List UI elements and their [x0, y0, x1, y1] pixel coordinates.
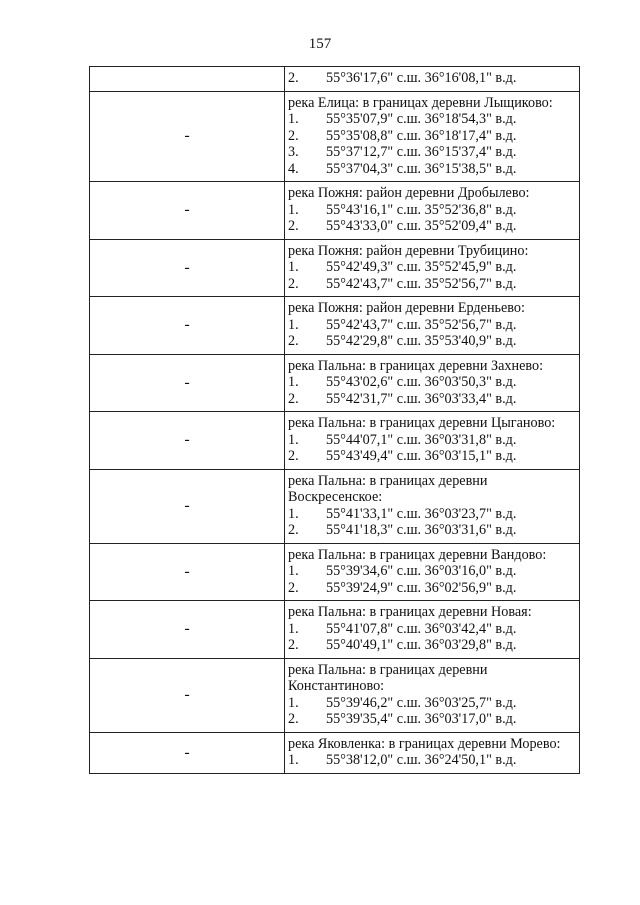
coordinate-item: [285, 563, 579, 580]
coordinate-item: [285, 711, 579, 728]
coordinate-number: 2.: [288, 448, 299, 464]
coordinate-value: 55°43'16,1" с.ш. 35°52'36,8" в.д.: [326, 201, 517, 218]
row-marker: -: [90, 601, 285, 659]
table-row: [90, 182, 580, 240]
row-description: [285, 182, 580, 240]
coordinate-value: 55°43'02,6" с.ш. 36°03'50,3" в.д.: [326, 374, 517, 390]
coordinate-value: 55°39'35,4" с.ш. 36°03'17,0" в.д.: [326, 711, 517, 727]
coordinate-number: 4.: [288, 160, 299, 177]
row-description: [285, 354, 580, 412]
coordinate-value: 55°41'33,1" с.ш. 36°03'23,7" в.д.: [326, 505, 517, 522]
row-description: [285, 67, 580, 92]
coordinate-number: 2.: [288, 70, 299, 86]
coordinate-item: [285, 374, 579, 391]
coordinate-item: [285, 637, 579, 654]
table-body: [90, 67, 580, 774]
coordinate-value: 55°39'34,6" с.ш. 36°03'16,0" в.д.: [326, 563, 517, 579]
coordinate-number: 1.: [288, 563, 299, 579]
river-heading: река Пальна: в границах деревни: [288, 661, 488, 678]
coordinate-value: 55°37'04,3" с.ш. 36°15'38,5" в.д.: [326, 160, 517, 177]
row-marker: -: [90, 543, 285, 601]
coordinate-value: 55°41'18,3" с.ш. 36°03'31,6" в.д.: [326, 522, 517, 538]
table-row: [90, 67, 580, 92]
row-marker: [90, 67, 285, 92]
coordinate-value: 55°42'49,3" с.ш. 35°52'45,9" в.д.: [326, 259, 517, 275]
coordinate-number: 1.: [288, 505, 299, 522]
table-row: [90, 469, 580, 543]
row-marker: -: [90, 182, 285, 240]
coordinate-value: 55°39'24,9" с.ш. 36°02'56,9" в.д.: [326, 579, 517, 596]
coordinate-value: 55°42'43,7" с.ш. 35°52'56,7" в.д.: [326, 275, 517, 292]
coordinate-number: 3.: [288, 144, 299, 160]
coordinate-item: [285, 391, 579, 408]
coordinate-item: [285, 317, 579, 334]
coordinate-item: [285, 752, 579, 769]
coordinate-item: [285, 448, 579, 465]
coordinate-value: 55°42'29,8" с.ш. 35°53'40,9" в.д.: [326, 333, 517, 349]
coordinate-item: [285, 259, 579, 276]
row-marker: -: [90, 91, 285, 182]
river-heading: река Пальна: в границах деревни Цыганово:: [288, 415, 556, 431]
coordinate-item: [285, 202, 579, 219]
coordinate-value: 55°35'08,8" с.ш. 36°18'17,4" в.д.: [326, 127, 517, 144]
coordinate-item: [285, 70, 579, 87]
table-row: [90, 601, 580, 659]
coordinate-number: 2.: [288, 218, 299, 234]
coordinate-value: 55°35'07,9" с.ш. 36°18'54,3" в.д.: [326, 111, 517, 127]
row-marker: -: [90, 658, 285, 732]
coordinate-value: 55°37'12,7" с.ш. 36°15'37,4" в.д.: [326, 144, 517, 160]
row-marker: -: [90, 297, 285, 355]
coordinate-item: [285, 695, 579, 712]
coordinate-item: [285, 621, 579, 638]
river-heading: река Яковленка: в границах деревни Морево:: [288, 735, 561, 752]
coordinate-number: 1.: [288, 694, 299, 711]
coordinate-item: [285, 111, 579, 128]
row-marker: -: [90, 239, 285, 297]
coordinate-value: 55°43'33,0" с.ш. 35°52'09,4" в.д.: [326, 218, 517, 234]
coordinate-number: 1.: [288, 259, 299, 275]
coordinate-item: [285, 432, 579, 449]
coordinate-number: 1.: [288, 752, 299, 768]
coordinate-value: 55°36'17,6" с.ш. 36°16'08,1" в.д.: [326, 70, 517, 86]
row-marker: -: [90, 732, 285, 773]
coordinate-item: [285, 580, 579, 597]
table-row: [90, 239, 580, 297]
row-description: [285, 732, 580, 773]
table-row: [90, 543, 580, 601]
coordinate-number: 2.: [288, 333, 299, 349]
coordinate-number: 2.: [288, 522, 299, 538]
river-heading: река Пальна: в границах деревни Вандово:: [288, 546, 547, 563]
coordinate-item: [285, 161, 579, 178]
coordinates-table: [89, 66, 580, 774]
coordinate-value: 55°43'49,4" с.ш. 36°03'15,1" в.д.: [326, 448, 517, 464]
coordinate-number: 2.: [288, 637, 299, 653]
coordinate-item: [285, 128, 579, 145]
table-row: [90, 412, 580, 470]
coordinate-number: 1.: [288, 620, 299, 637]
coordinate-number: 2.: [288, 390, 299, 407]
coordinate-item: [285, 333, 579, 350]
row-description: [285, 239, 580, 297]
table-row: [90, 91, 580, 182]
coordinate-number: 1.: [288, 111, 299, 127]
row-description: [285, 297, 580, 355]
coordinate-value: 55°40'49,1" с.ш. 36°03'29,8" в.д.: [326, 637, 517, 653]
coordinate-number: 1.: [288, 374, 299, 390]
row-description: [285, 543, 580, 601]
coordinate-item: [285, 522, 579, 539]
row-marker: -: [90, 469, 285, 543]
row-description: [285, 658, 580, 732]
row-marker: -: [90, 354, 285, 412]
river-heading: река Пальна: в границах деревни Захнево:: [288, 357, 544, 374]
river-heading: река Пожня: район деревни Ерденьево:: [288, 300, 525, 316]
coordinate-number: 2.: [288, 275, 299, 292]
coordinate-value: 55°41'07,8" с.ш. 36°03'42,4" в.д.: [326, 620, 517, 637]
river-heading: река Елица: в границах деревни Лыщиково:: [288, 94, 553, 111]
river-heading: река Пальна: в границах деревни: [288, 472, 488, 489]
river-heading: река Пальна: в границах деревни Новая:: [288, 604, 532, 620]
coordinate-item: [285, 506, 579, 523]
row-description: [285, 412, 580, 470]
coordinate-item: [285, 144, 579, 161]
page-number: 157: [308, 36, 332, 52]
coordinate-value: 55°42'43,7" с.ш. 35°52'56,7" в.д.: [326, 316, 517, 333]
coordinate-value: 55°44'07,1" с.ш. 36°03'31,8" в.д.: [326, 431, 517, 448]
river-heading: Константиново:: [288, 678, 385, 694]
coordinate-value: 55°39'46,2" с.ш. 36°03'25,7" в.д.: [326, 694, 517, 711]
coordinate-number: 2.: [288, 711, 299, 727]
river-heading: река Пожня: район деревни Трубицино:: [288, 242, 529, 259]
river-heading: река Пожня: район деревни Дробылево:: [288, 185, 530, 201]
row-description: [285, 601, 580, 659]
coordinate-item: [285, 276, 579, 293]
row-marker: -: [90, 412, 285, 470]
row-description: [285, 469, 580, 543]
coordinate-number: 1.: [288, 201, 299, 218]
table-row: [90, 354, 580, 412]
table-row: [90, 732, 580, 773]
coordinate-number: 2.: [288, 127, 299, 144]
table-row: [90, 297, 580, 355]
coordinate-item: [285, 218, 579, 235]
row-description: [285, 91, 580, 182]
coordinate-value: 55°42'31,7" с.ш. 36°03'33,4" в.д.: [326, 390, 517, 407]
river-heading: Воскресенское:: [288, 489, 383, 505]
table-row: [90, 658, 580, 732]
coordinate-number: 1.: [288, 316, 299, 333]
coordinate-number: 2.: [288, 579, 299, 596]
coordinate-value: 55°38'12,0" с.ш. 36°24'50,1" в.д.: [326, 752, 517, 768]
coordinate-number: 1.: [288, 431, 299, 448]
